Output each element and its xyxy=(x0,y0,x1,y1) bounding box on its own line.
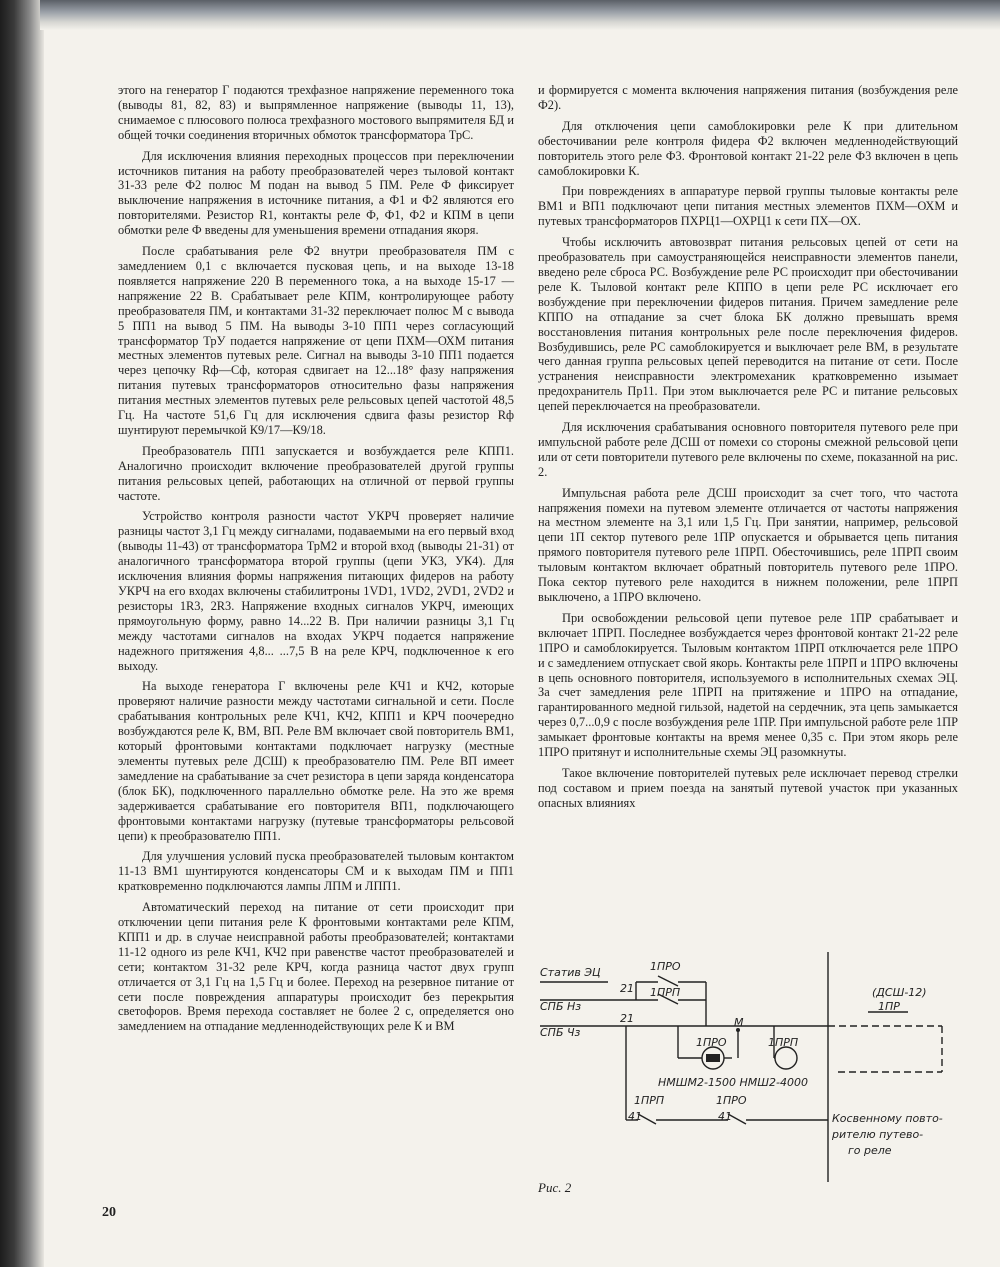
label-contact-1prp-mid: 1ПРП xyxy=(650,986,681,999)
label-coil-1prp: 1ПРП xyxy=(768,1036,799,1049)
label-m-pole: М xyxy=(734,1016,744,1029)
scan-top-strip xyxy=(40,0,1000,30)
paragraph: Импульсная работа реле ДСШ происходит за счет того, что частота напряжения помехи на путевом элементе отличается от частоты напряжения на местном элементе на 3,1 или 1,5 Гц. При занятии, например, рельсовой цепи 1П сектор путевого реле 1ПР опускается и обрывается цепь питания прямого повторителя путевого реле 1ПРП. Обесточившись, реле 1ПРП своим тыловым контактом включает обратный повторитель путевого реле 1ПРО. Пока сектор путевого реле находится в нижнем положении, реле 1ПРП выключено, а 1ПРО включено. xyxy=(538,485,958,604)
label-contact-21b: 21 xyxy=(620,1012,634,1025)
paragraph: Чтобы исключить автовозврат питания рельсовых цепей от сети на преобразователь при самоустраняющейся неисправности элементов панели, введено реле сброса РС. Возбуждение реле РС происходит при обесточивании реле К. Тыловой контакт реле КППО в цепи реле РС исключает его возбуждение при переключении фидеров питания. Причем замедление реле КППО на отпадание за счет блока БК должно превышать время восстановления питания контрольных реле после переключения фидеров. Возбудившись, реле РС самоблокируется и выключает реле ВМ, в результате чего данная группа рельсовых цепей переводится на питание от сети. После устранения неисправности электромеханик кратковременно изымает предохранитель Пр11. При этом выключается реле РС и питание рельсовых цепей переключается на преобразователи. xyxy=(538,235,958,414)
paragraph: После срабатывания реле Ф2 внутри преобразователя ПМ с замедлением 0,1 с включается пусковая цепь, и на выходе 13-18 появляется напряжение 220 В переменного тока, а на выходе 15-17 — напряжение 22 В. Срабатывает реле КПМ, контролирующее работу преобразователя ПМ, и контактами 31-32 переключает полюс М с вывода 5 ПП1 на вывод 5 ПМ. На выводы 3-10 ПП1 через согласующий трансформатор ТрУ подается напряжение от цепи ПХМ—ОХМ питания местных элементов путевых реле. Сигнал на выводы 3-10 ПП1 подается через цепочку Rф—Сф, которая сдвигает на 12...18° фазу напряжения питания путевых трансформаторов относительно фазы напряжения питания местных элементов путевых реле рельсовых цепей частотой 48,5 Гц. На частоте 51,6 Гц для исключения сдвига фазы резистор Rф шунтируют перемычкой К9/17—К9/18. xyxy=(118,244,514,437)
figure-caption: Рис. 2 xyxy=(538,1180,572,1195)
paragraph: Для исключения срабатывания основного повторителя путевого реле при импульсной работе реле ДСШ от помехи со стороны смежной рельсовой цепи или от сети повторители путевого реле включены по схеме, показанной на рис. 2. xyxy=(538,420,958,479)
scan-binding-edge xyxy=(0,0,44,1267)
label-dsh-relay: (ДСШ-12) xyxy=(872,986,927,999)
paragraph: При повреждениях в аппаратуре первой группы тыловые контакты реле ВМ1 и ВП1 подключают цепи питания местных элементов ПХМ—ОХМ и путевых трансформаторов ПХРЦ1—ОХРЦ1 к сети ПХ—ОХ. xyxy=(538,184,958,229)
circuit-diagram-figure xyxy=(538,952,958,1192)
paragraph: Для исключения влияния переходных процессов при переключении источников питания на работу преобразователей через тыловой контакт 31-33 реле Ф2 полюс М подан на вывод 5 ПМ. Реле Ф фиксирует выключение напряжения в источнике питания, а Ф1 и Ф2 являются его повторителями. Резистор R1, контакты реле Ф, Ф1, Ф2 и КПМ в цепи обмотки реле Ф введены для уменьшения времени отпадания якоря. xyxy=(118,148,514,238)
paragraph: Для улучшения условий пуска преобразователей тыловым контактом 11-13 ВМ1 шунтируются конденсаторы СМ и к выходам ПМ и ПП1 кратковременно подключаются лампы ЛПМ и ЛПП1. xyxy=(118,849,514,894)
paragraph: На выходе генератора Г включены реле КЧ1 и КЧ2, которые проверяют наличие разности между частотами сигнальной и сети. После срабатывания контрольных реле КЧ1, КЧ2, КПП1 и КРЧ поочередно возбуждаются реле К, ВМ, ВП. Реле ВМ включает свой повторитель ВМ1, который фронтовыми контактами подключает нагрузку (местные элементы путевых реле ДСШ) к преобразователю ПМ. Реле ВП имеет замедление на срабатывание за счет резистора в цепи заряда конденсатора (блок БК), подключенного параллельно обмотке реле. На это же время задерживается срабатывание его повторителя ВП1, подключающего фронтовыми контактами нагрузку (путевые трансформаторы рельсовой цепи) к преобразователю ПП1. xyxy=(118,679,514,843)
paragraph: Такое включение повторителей путевых реле исключает перевод стрелки под составом и прием поезда на занятый путевой участок при указанных опасных влияниях xyxy=(538,765,958,810)
paragraph: этого на генератор Г подаются трехфазное напряжение переменного тока (выводы 81, 82, 83) и выпрямленное напряжение (выводы 11, 13), снимаемое с плюсового полюса трехфазного мостового выпрямителя БД и общей точки соединения вторичных обмоток трансформатора ТрС. xyxy=(118,83,514,142)
label-contact-41a: 41 xyxy=(628,1110,642,1123)
note-line-3: го реле xyxy=(848,1144,892,1157)
right-text-column xyxy=(538,83,958,817)
page-number: 20 xyxy=(102,1205,116,1220)
note-line-1: Косвенному повто- xyxy=(832,1112,943,1125)
paragraph: Автоматический переход на питание от сети происходит при отключении цепи питания реле К фронтовыми контактами реле КПМ, КПП1 и др. в случае неисправной работы преобразователей; контактами 11-12 одного из реле КЧ1, КЧ2 при равенстве частот преобразователей и сети; контактом 31-32 реле КРЧ, когда разница частот двух групп отличается от 3,1 Гц на 1,5 Гц и более. Переход на резервное питание от сети после повреждения аппаратуры происходит без перекрытия светофоров. Время перехода составляет не более 2 с, определяется оно замедлением на отпадание медленнодействующих реле К и ВМ xyxy=(118,900,514,1034)
label-coil-1pro: 1ПРО xyxy=(696,1036,727,1049)
label-stativ: Статив ЭЦ xyxy=(540,966,601,979)
label-contact-1pr: 1ПР xyxy=(878,1000,900,1013)
note-line-2: рителю путево- xyxy=(832,1128,924,1141)
paragraph: Устройство контроля разности частот УКРЧ проверяет наличие разницы частот 3,1 Гц между сигналами, подаваемыми на его первый вход (выводы 11-43) от трансформатора ТрМ2 и второй вход (выводы 21-31) от аналогичного трансформатора второй группы (цепи УК3, УК4). Для исключения влияния формы напряжения питающих фидеров на работу УКРЧ на его входах включены стабилитроны 1VD1, 1VD2, 2VD1, 2VD2 и резисторы 1R3, 2R3. Напряжение входных сигналов УКРЧ, имеющих прямоугольную форму, равно 14...22 В. При наличии разницы 3,1 Гц между частотами сигналов на входах УКРЧ подается напряжение надежного притяжения 4,8... ...7,5 В на реле КРЧ, подключенное к его выходу. xyxy=(118,509,514,673)
paragraph: Для отключения цепи самоблокировки реле К при длительном обесточивании реле контроля фидера Ф2 включен медленнодействующий повторитель этого реле Ф3. Фронтовой контакт 21-22 реле Ф3 включен в цепь самоблокировки К. xyxy=(538,118,958,178)
paragraph: При освобождении рельсовой цепи путевое реле 1ПР срабатывает и включает 1ПРП. Последнее возбуждается через фронтовой контакт 21-22 реле 1ПРО и самоблокируется. Тыловым контактом 1ПРП отключается реле 1ПРО и с замедлением отпускает свой якорь. Контакты реле 1ПРП и 1ПРО включены в цепь основного повторителя, используемого в исполнительных схемах ЭЦ. За счет замедления реле 1ПРП на притяжение и 1ПРО на отпадание, гарантированного медной гильзой, надетой на сердечник, эта цепь замыкается через 0,7...0,9 с после возбуждения реле 1ПР. При импульсной работе реле 1ПР замыкает фронтовые контакты на время менее 0,35 с. При этом якорь реле 1ПРО притянут и исполнительные схемы ЭЦ разомкнуты. xyxy=(538,610,958,760)
label-spb-chz: СПБ Чз xyxy=(540,1026,581,1039)
left-text-column xyxy=(118,83,514,1040)
label-contact-1pro-top: 1ПРО xyxy=(650,960,681,973)
paragraph: и формируется с момента включения напряжения питания (возбуждения реле Ф2). xyxy=(538,83,958,112)
label-contact-1pro-bot: 1ПРО xyxy=(716,1094,747,1107)
label-relay-types: НМШМ2-1500 НМШ2-4000 xyxy=(658,1076,808,1089)
label-contact-1prp-bot: 1ПРП xyxy=(634,1094,665,1107)
label-contact-21a: 21 xyxy=(620,982,634,995)
label-spb-nz: СПБ Нз xyxy=(540,1000,582,1013)
label-contact-41b: 41 xyxy=(718,1110,732,1123)
paragraph: Преобразователь ПП1 запускается и возбуждается реле КПП1. Аналогично происходит включение преобразователей другой группы питания рельсовых цепей, работающих на отличной от первой группы частоте. xyxy=(118,443,514,503)
